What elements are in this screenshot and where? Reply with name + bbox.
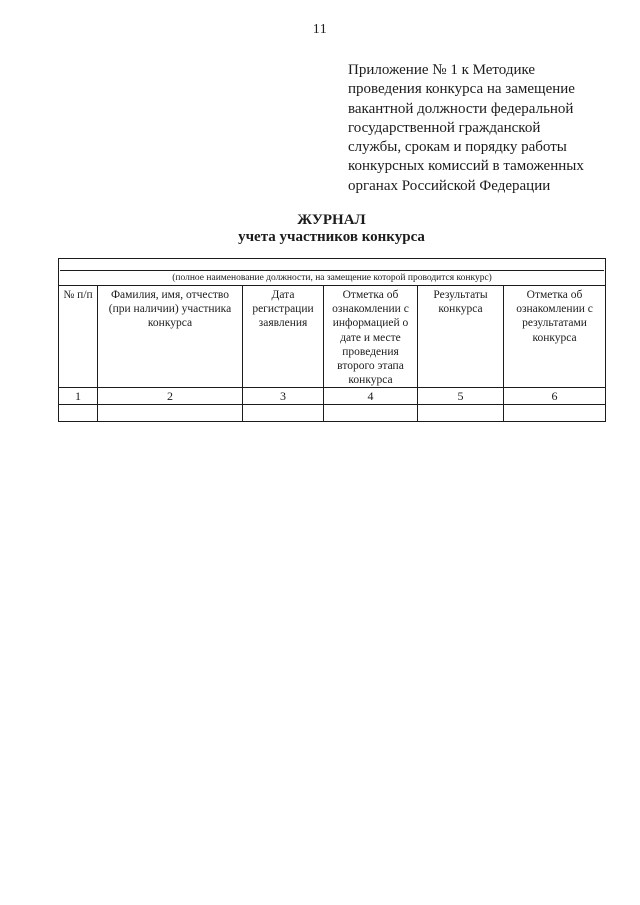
column-header-results: Результаты конкурса [418,286,504,388]
journal-subtitle: учета участников конкурса [238,229,425,245]
appendix-line: конкурсных комиссий в таможенных [348,158,584,175]
column-index-cell: 1 [59,388,98,405]
journal-table [58,258,606,422]
appendix-line: государственной гражданской [348,119,541,136]
empty-data-row [59,405,606,422]
column-header-number: № п/п [59,286,98,388]
empty-cell [243,405,324,422]
appendix-line: службы, срокам и порядку работы [348,139,567,156]
empty-cell [324,405,418,422]
column-index-cell: 4 [324,388,418,405]
column-header-results-notice: Отметка об ознакомлении с результатами конкурса [504,286,606,388]
position-name-row [59,259,606,286]
column-header-name: Фамилия, имя, отчество (при наличии) участника конкурса [98,286,243,388]
column-index-cell: 3 [243,388,324,405]
column-header-date: Дата регистрации заявления [243,286,324,388]
appendix-line: Приложение № 1 к Методике [348,62,536,78]
table-header-row [59,286,606,388]
page-number: 11 [312,22,328,37]
table-caption: (полное наименование должности, на замещение которой проводится конкурс) [172,273,492,283]
appendix-line: органах Российской Федерации [348,177,551,194]
column-index-row [59,388,606,405]
appendix-line: вакантной должности федеральной [348,100,574,117]
empty-cell [418,405,504,422]
column-header-notice: Отметка об ознакомлении с информацией о дате и месте проведения второго этапа конкурса [324,286,418,388]
appendix-line: проведения конкурса на замещение [348,81,575,98]
document-title [58,212,605,246]
empty-cell [59,405,98,422]
column-index-cell: 5 [418,388,504,405]
empty-cell [504,405,606,422]
empty-cell [98,405,243,422]
position-name-cell [59,259,606,286]
appendix-block [348,61,618,196]
column-index-cell: 6 [504,388,606,405]
fill-in-line [60,259,604,271]
journal-title: ЖУРНАЛ [297,212,366,228]
column-index-cell: 2 [98,388,243,405]
